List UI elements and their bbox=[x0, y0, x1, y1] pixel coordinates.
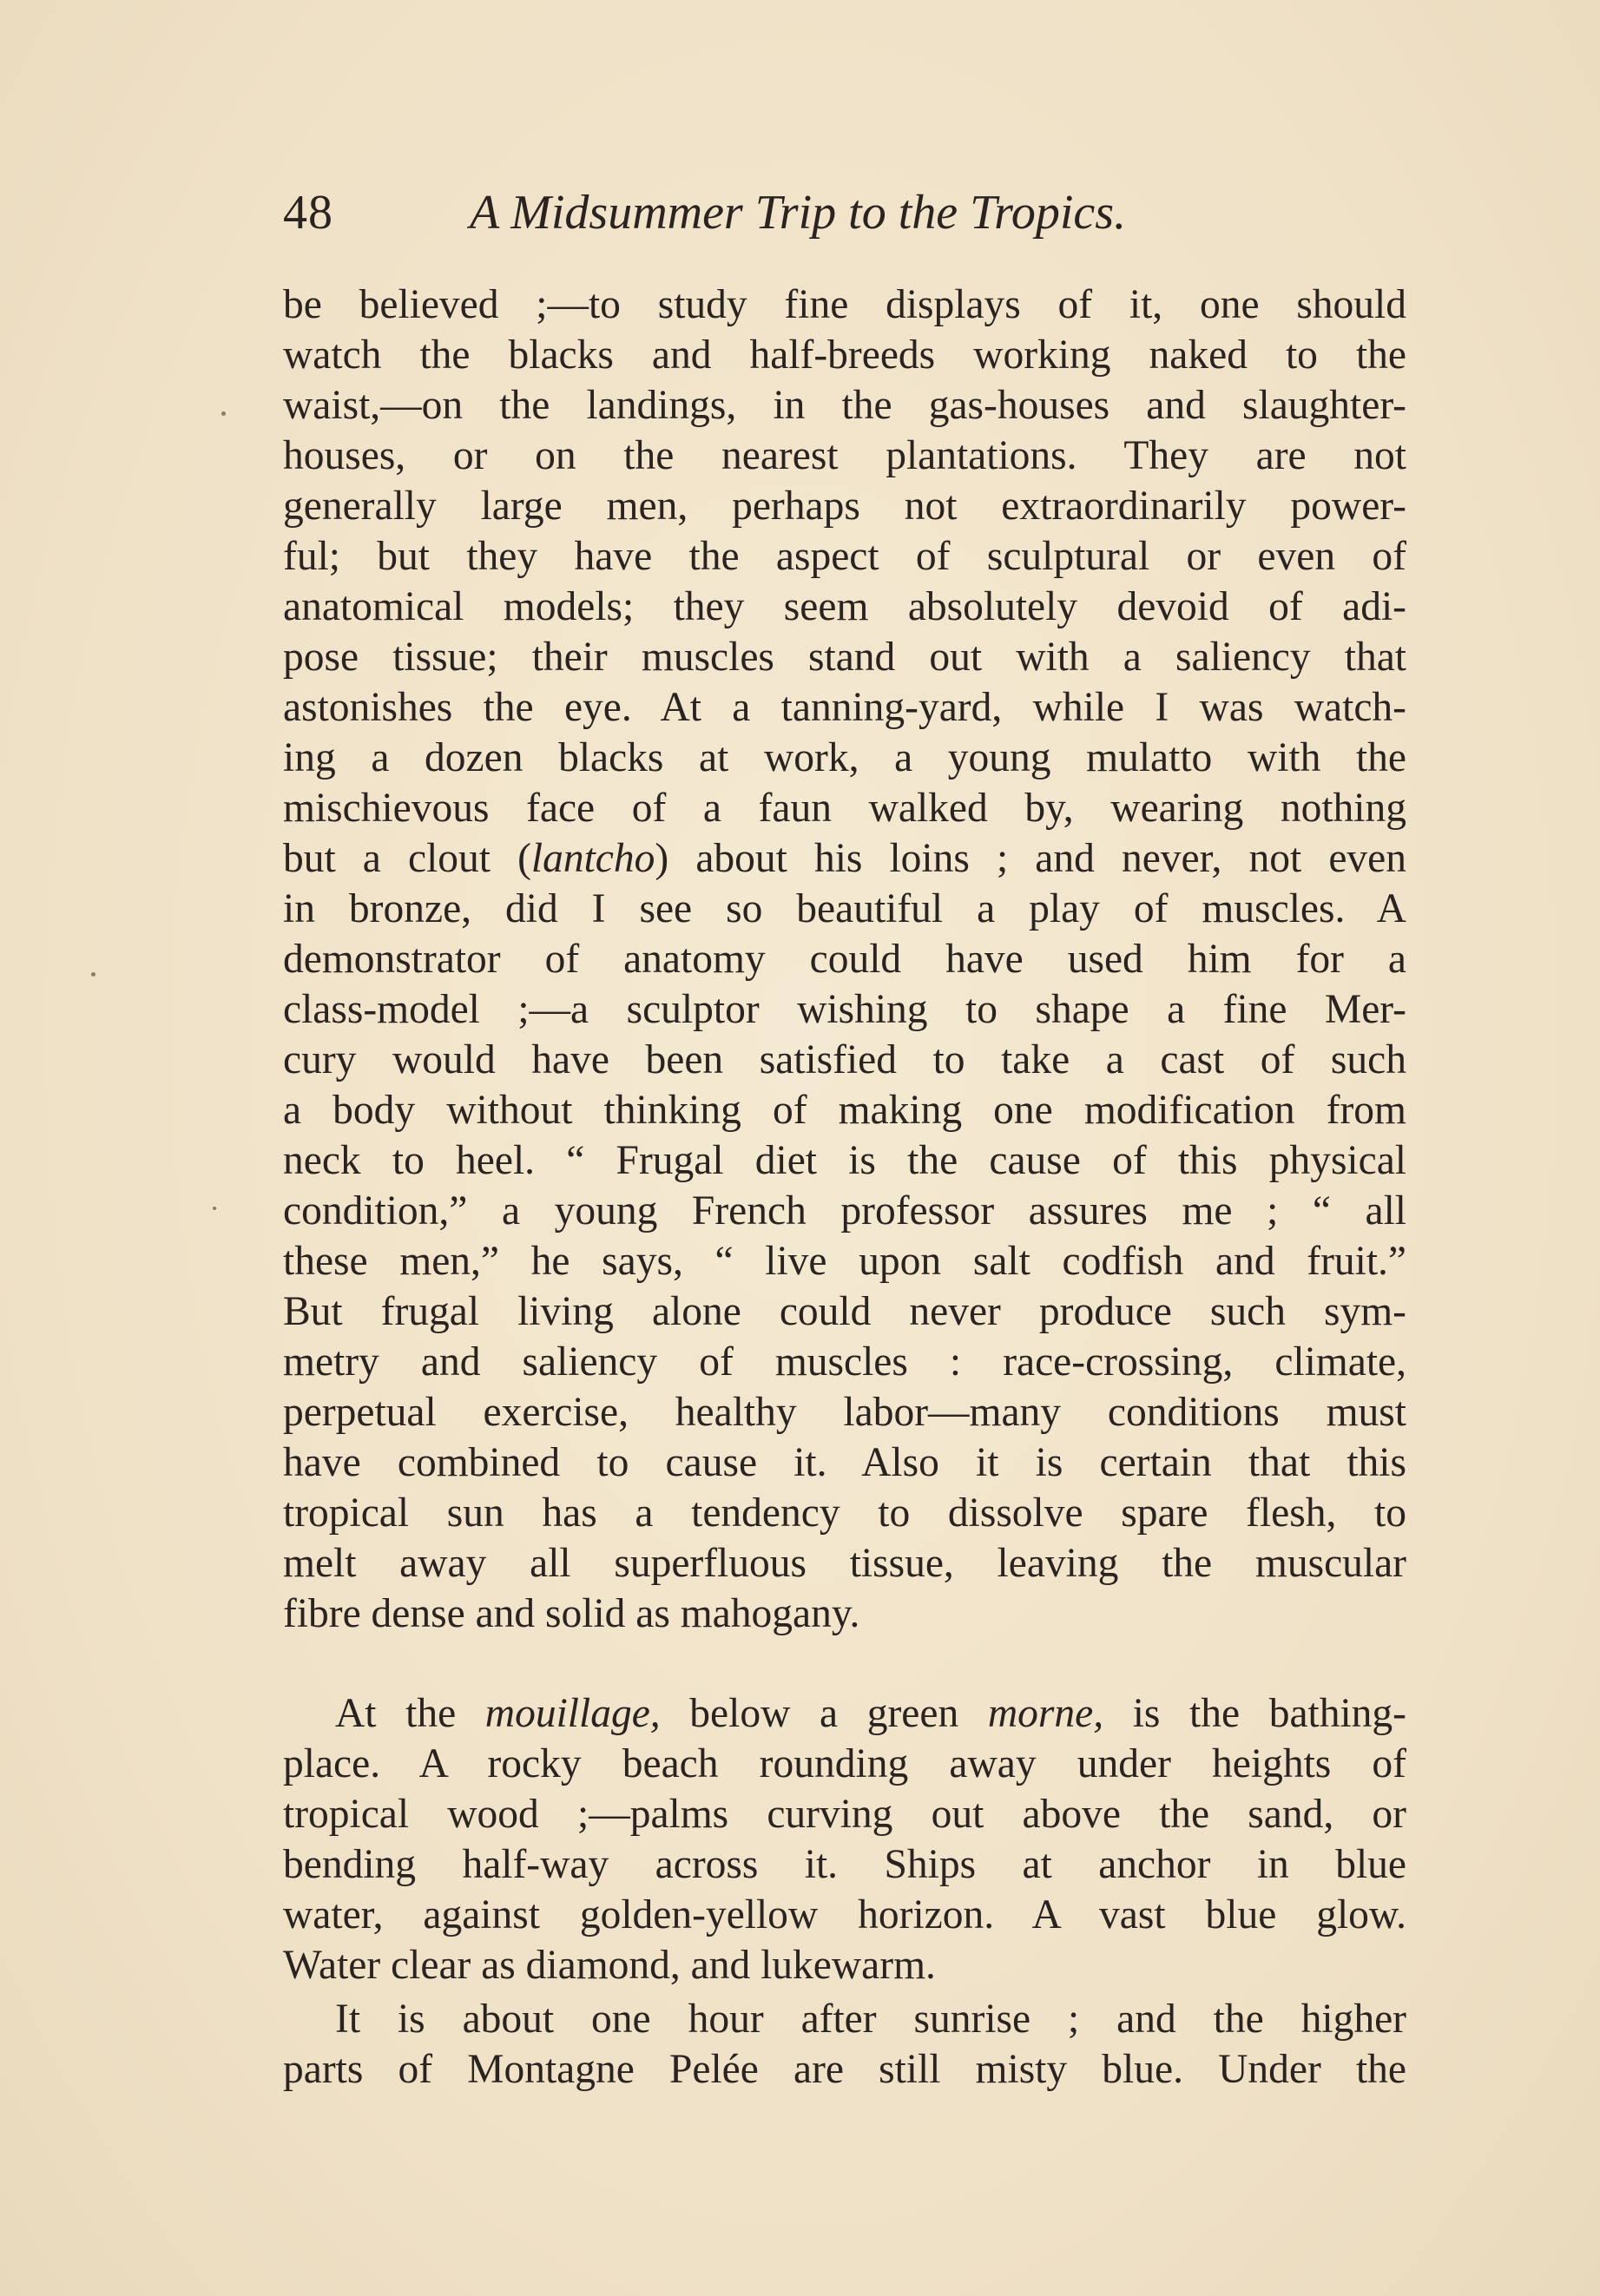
text-line: condition,” a young French professor assures me ; “ all bbox=[283, 1188, 1406, 1234]
text-line: class-model ;—a sculptor wishing to shape a fine Mer- bbox=[283, 987, 1406, 1032]
text-line: ing a dozen blacks at work, a young mulatto with the bbox=[283, 735, 1406, 780]
italic-term: lantcho bbox=[530, 836, 655, 881]
italic-term: morne, bbox=[987, 1691, 1104, 1736]
text-line: anatomical models; they seem absolutely devoid of adi- bbox=[283, 584, 1406, 629]
text-line: parts of Montagne Pelée are still misty blue. Under the bbox=[283, 2047, 1406, 2092]
text-line bbox=[335, 1688, 1406, 1739]
text-line: be believed ;—to study fine displays of it, one should bbox=[283, 282, 1406, 327]
text-line: metry and saliency of muscles : race-crossing, climate, bbox=[283, 1339, 1406, 1385]
paper-speck bbox=[213, 1207, 216, 1210]
text-line: neck to heel. “ Frugal diet is the cause of this physical bbox=[283, 1138, 1406, 1183]
text-line bbox=[283, 833, 1406, 884]
paper-speck bbox=[221, 411, 226, 416]
text-line: tropical wood ;—palms curving out above the sand, or bbox=[283, 1792, 1406, 1837]
text-fragment: At the bbox=[335, 1691, 485, 1736]
paper-speck bbox=[91, 972, 95, 977]
text-line: melt away all superfluous tissue, leaving the muscular bbox=[283, 1541, 1406, 1586]
text-fragment: below a green bbox=[660, 1691, 988, 1736]
page-number: 48 bbox=[283, 186, 333, 240]
text-fragment: ) about his loins ; and never, not even bbox=[655, 836, 1407, 881]
text-line: demonstrator of anatomy could have used him for a bbox=[283, 937, 1406, 982]
text-line: Water clear as diamond, and lukewarm. bbox=[283, 1943, 936, 1988]
text-line: these men,” he says, “ live upon salt codfish and fruit.” bbox=[283, 1239, 1406, 1284]
text-line: fibre dense and solid as mahogany. bbox=[283, 1591, 860, 1636]
text-line: bending half-way across it. Ships at anchor in blue bbox=[283, 1842, 1406, 1887]
text-line: a body without thinking of making one modification from bbox=[283, 1088, 1406, 1133]
text-line: mischievous face of a faun walked by, wearing nothing bbox=[283, 786, 1406, 831]
text-line: houses, or on the nearest plantations. They are not bbox=[283, 433, 1406, 478]
text-line: have combined to cause it. Also it is certain that this bbox=[283, 1440, 1406, 1485]
text-line: astonishes the eye. At a tanning-yard, while I was watch- bbox=[283, 685, 1406, 730]
text-fragment: but a clout ( bbox=[283, 836, 531, 881]
text-fragment: is the bathing- bbox=[1103, 1691, 1406, 1736]
text-line: pose tissue; their muscles stand out with a saliency that bbox=[283, 635, 1406, 680]
running-title: A Midsummer Trip to the Tropics. bbox=[470, 186, 1127, 240]
text-line: perpetual exercise, healthy labor—many conditions must bbox=[283, 1390, 1406, 1435]
text-line: It is about one hour after sunrise ; and the higher bbox=[335, 1997, 1406, 2042]
text-line: water, against golden-yellow horizon. A vast blue glow. bbox=[283, 1892, 1406, 1937]
text-line: in bronze, did I see so beautiful a play of muscles. A bbox=[283, 886, 1406, 931]
italic-term: mouillage, bbox=[484, 1691, 661, 1736]
text-line: cury would have been satisfied to take a cast of such bbox=[283, 1037, 1406, 1082]
text-line: tropical sun has a tendency to dissolve spare flesh, to bbox=[283, 1490, 1406, 1536]
text-line: watch the blacks and half-breeds working naked to the bbox=[283, 332, 1406, 378]
text-line: place. A rocky beach rounding away under heights of bbox=[283, 1741, 1406, 1786]
text-line: generally large men, perhaps not extraordinarily power- bbox=[283, 484, 1406, 529]
running-header bbox=[283, 182, 1247, 243]
text-line: ful; but they have the aspect of sculptural or even of bbox=[283, 534, 1406, 579]
text-line: waist,—on the landings, in the gas-houses and slaughter- bbox=[283, 383, 1406, 428]
text-line: But frugal living alone could never produce such sym- bbox=[283, 1289, 1406, 1334]
